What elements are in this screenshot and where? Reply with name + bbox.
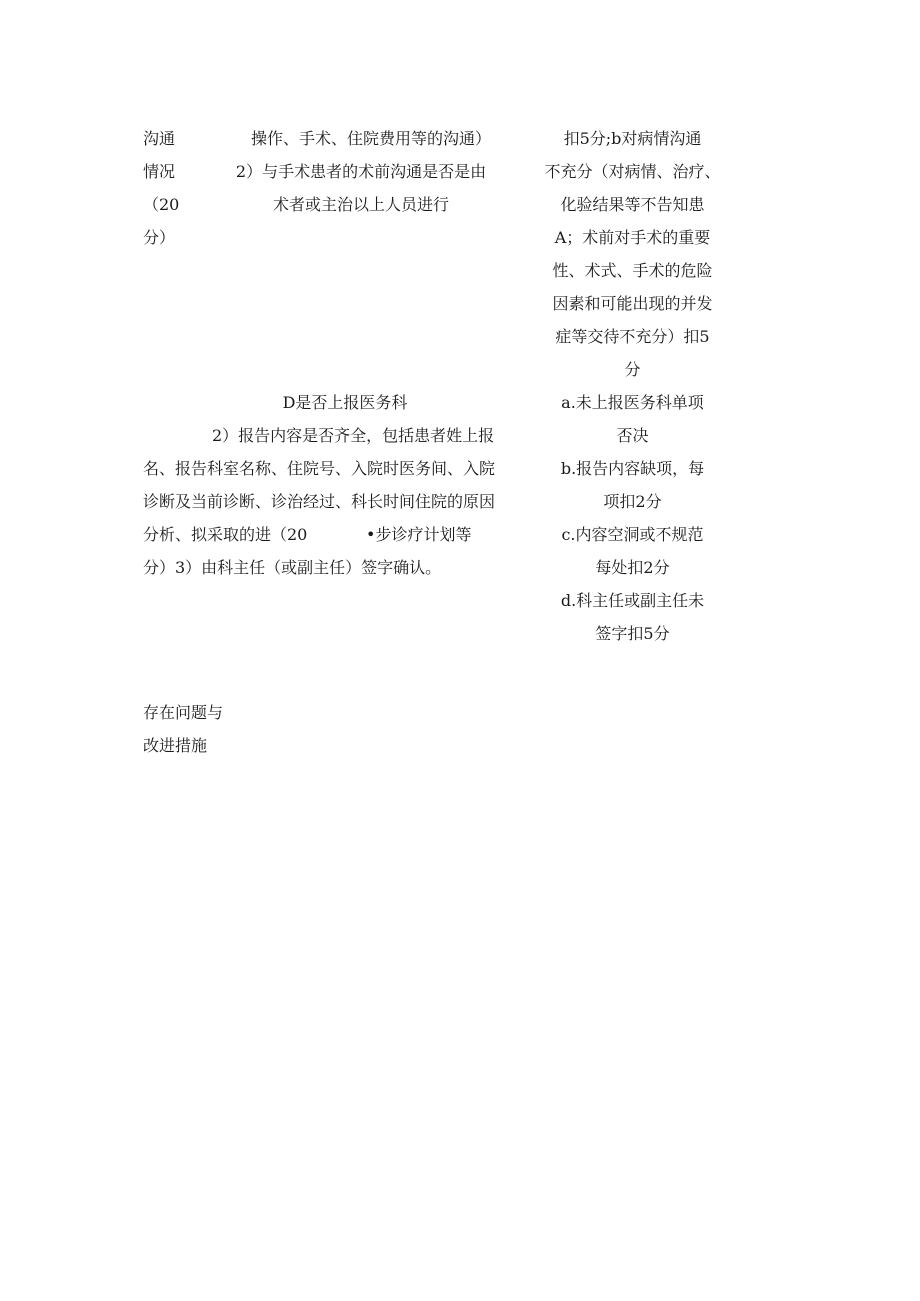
criteria-line: 术者或主治以上人员进行 [272,195,449,214]
criteria-line: 分）3）由科主任（或副主任）签字确认。 [143,558,442,577]
category-line: 沟通 [143,129,176,148]
scoring-line: 化验结果等不告知患 [560,195,705,214]
issues-label-line: 存在问题与 [143,703,224,722]
category-line: 情况 [143,162,176,181]
scoring-line: 不充分（对病情、治疗、 [544,162,721,181]
issues-label-line: 改进措施 [143,736,208,755]
scoring-line: 分 [624,360,641,379]
scoring-line: 每处扣2分 [595,558,670,577]
criteria-line: 2）报告内容是否齐全，包括患者姓上报 [212,426,495,445]
criteria-line: 名、报告科室名称、住院号、入院时医务间、入院 [143,459,496,478]
scoring-line: a.未上报医务科单项 [561,393,704,412]
scoring-line: 因素和可能出现的并发 [552,294,713,313]
scoring-line: 扣5分;b对病情沟通 [563,129,702,148]
criteria-line: 诊断及当前诊断、诊治经过、科长时间住院的原因 [143,492,496,511]
scoring-line: 症等交待不充分）扣5 [555,327,710,346]
criteria-line: •步诊疗计划等 [366,525,472,544]
scoring-line: c.内容空洞或不规范 [561,525,704,544]
scoring-line: 项扣2分 [603,492,662,511]
category-line: 分） [143,228,176,247]
scoring-line: A；术前对手术的重要 [554,228,711,247]
criteria-line: 分析、拟采取的进（20 [143,525,308,544]
criteria-line: 操作、手术、住院费用等的沟通） [250,129,491,148]
criteria-line: 2）与手术患者的术前沟通是否是由 [235,162,487,181]
scoring-line: b.报告内容缺项，每 [560,459,705,478]
scoring-line: d.科主任或副主任未 [560,591,705,610]
criteria-heading: D是否上报医务科 [282,393,408,412]
category-line: （20 [143,195,180,214]
scoring-line: 否决 [616,426,649,445]
scoring-line: 性、术式、手术的危险 [552,261,713,280]
scoring-line: 签字扣5分 [595,624,670,643]
